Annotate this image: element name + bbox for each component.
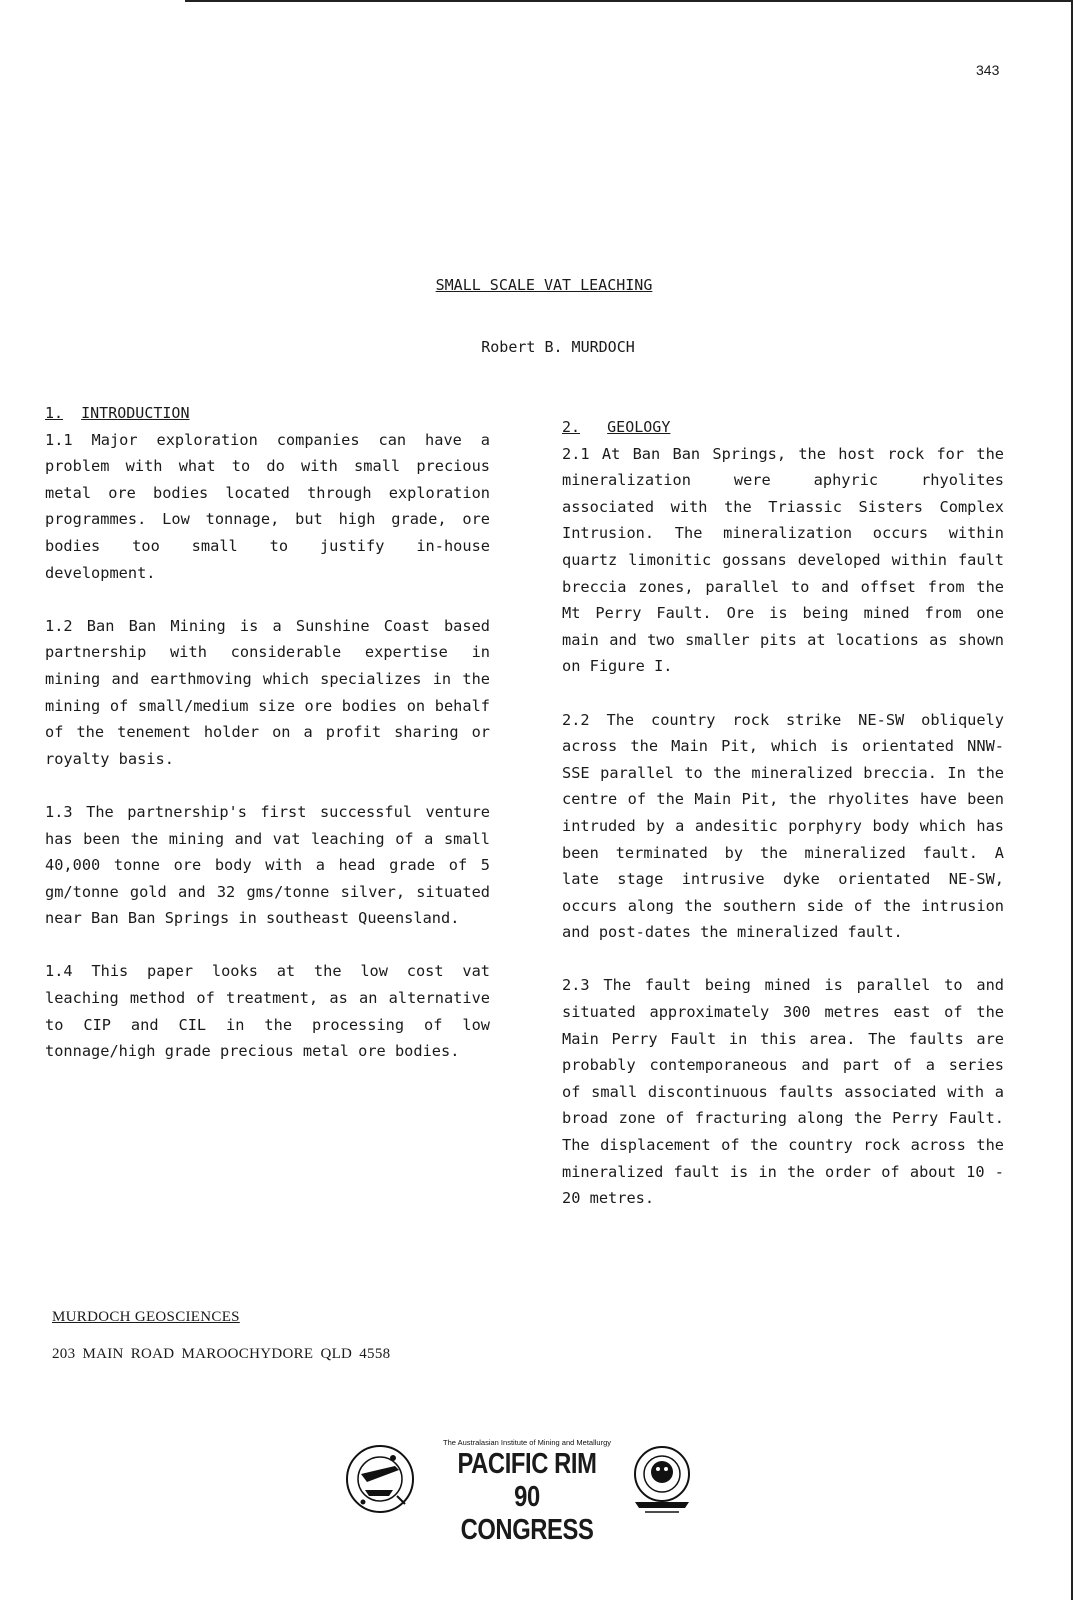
paragraph-1-3: 1.3 The partnership's first successful venture has been the mining and vat leaching of a small 40,000 tonne ore body with a head grade of 5 gm/tonne gold and 32 gms/tonne silver, situated near Ban Ban Springs in southeast Queensland.	[45, 802, 490, 928]
paragraph-2-1: 2.1 At Ban Ban Springs, the host rock for the mineralization were aphyric rhyolites associated with the Triassic Sisters Complex Intrusion. The mineralization occurs within quartz limonitic gossans developed within fault breccia zones, parallel to and offset from the Mt Perry Fault. Ore is being mined from one main and two smaller pits at locations as shown on Figure I.	[562, 444, 1004, 676]
author-name: Robert B. MURDOCH	[481, 338, 635, 356]
paragraph-2-2: 2.2 The country rock strike NE-SW obliquely across the Main Pit, which is orientated NNW-SSE parallel to the mineralized breccia. In the centre of the Main Pit, the rhyolites have been intruded by a andesitic porphyry body which has been terminated by the mineralized fault. A late stage intrusive dyke orientated NE-SW, occurs along the southern side of the intrusion and post-dates the mineralized fault.	[562, 710, 1004, 942]
paragraph-2-3: 2.3 The fault being mined is parallel to and situated approximately 300 metres east of the Main Perry Fault in this area. The faults are probably contemporaneous and part of a series of small discontinuous faults associated with a broad zone of fracturing along the Perry Fault. The displacement of the country rock across the mineralized fault is in the order of about 10 - 20 metres.	[562, 976, 1004, 1208]
institute-name: The Australasian Institute of Mining and Metallurgy	[442, 1438, 611, 1447]
section-heading-introduction: 1. INTRODUCTION	[45, 404, 190, 422]
affiliation-address: 203 MAIN ROAD MAROOCHYDORE QLD 4558	[52, 1346, 391, 1362]
institute-seal-icon	[627, 1444, 697, 1514]
affiliation: MURDOCH GEOSCIENCES	[52, 1309, 240, 1325]
paragraph-1-1: 1.1 Major exploration companies can have a problem with what to do with small precious metal ore bodies located through exploration programmes. Low tonnage, but high grade, ore bodies too small to justify in-house development.	[45, 430, 490, 582]
column-right	[562, 414, 1004, 1238]
brand-line-2: CONGRESS	[460, 1514, 594, 1546]
congress-seal-icon	[345, 1444, 415, 1514]
page-number: 343	[976, 62, 1000, 78]
paragraph-1-4: 1.4 This paper looks at the low cost vat leaching method of treatment, as an alternative to CIP and CIL in the processing of low tonnage/high grade precious metal ore bodies.	[45, 962, 490, 1061]
section-heading-geology: 2. GEOLOGY	[562, 418, 671, 436]
brand-line-1: PACIFIC RIM 90	[457, 1448, 597, 1513]
paper-title: SMALL SCALE VAT LEACHING	[435, 276, 653, 294]
footer-logos	[345, 1438, 725, 1546]
page-border-top	[185, 0, 1073, 2]
congress-brand	[427, 1438, 627, 1547]
paragraph-1-2: 1.2 Ban Ban Mining is a Sunshine Coast based partnership with considerable expertise in mining and earthmoving which specializes in the mining of small/medium size ore bodies on behalf of the tenement holder on a profit sharing or royalty basis.	[45, 616, 490, 768]
column-left	[45, 400, 490, 1091]
